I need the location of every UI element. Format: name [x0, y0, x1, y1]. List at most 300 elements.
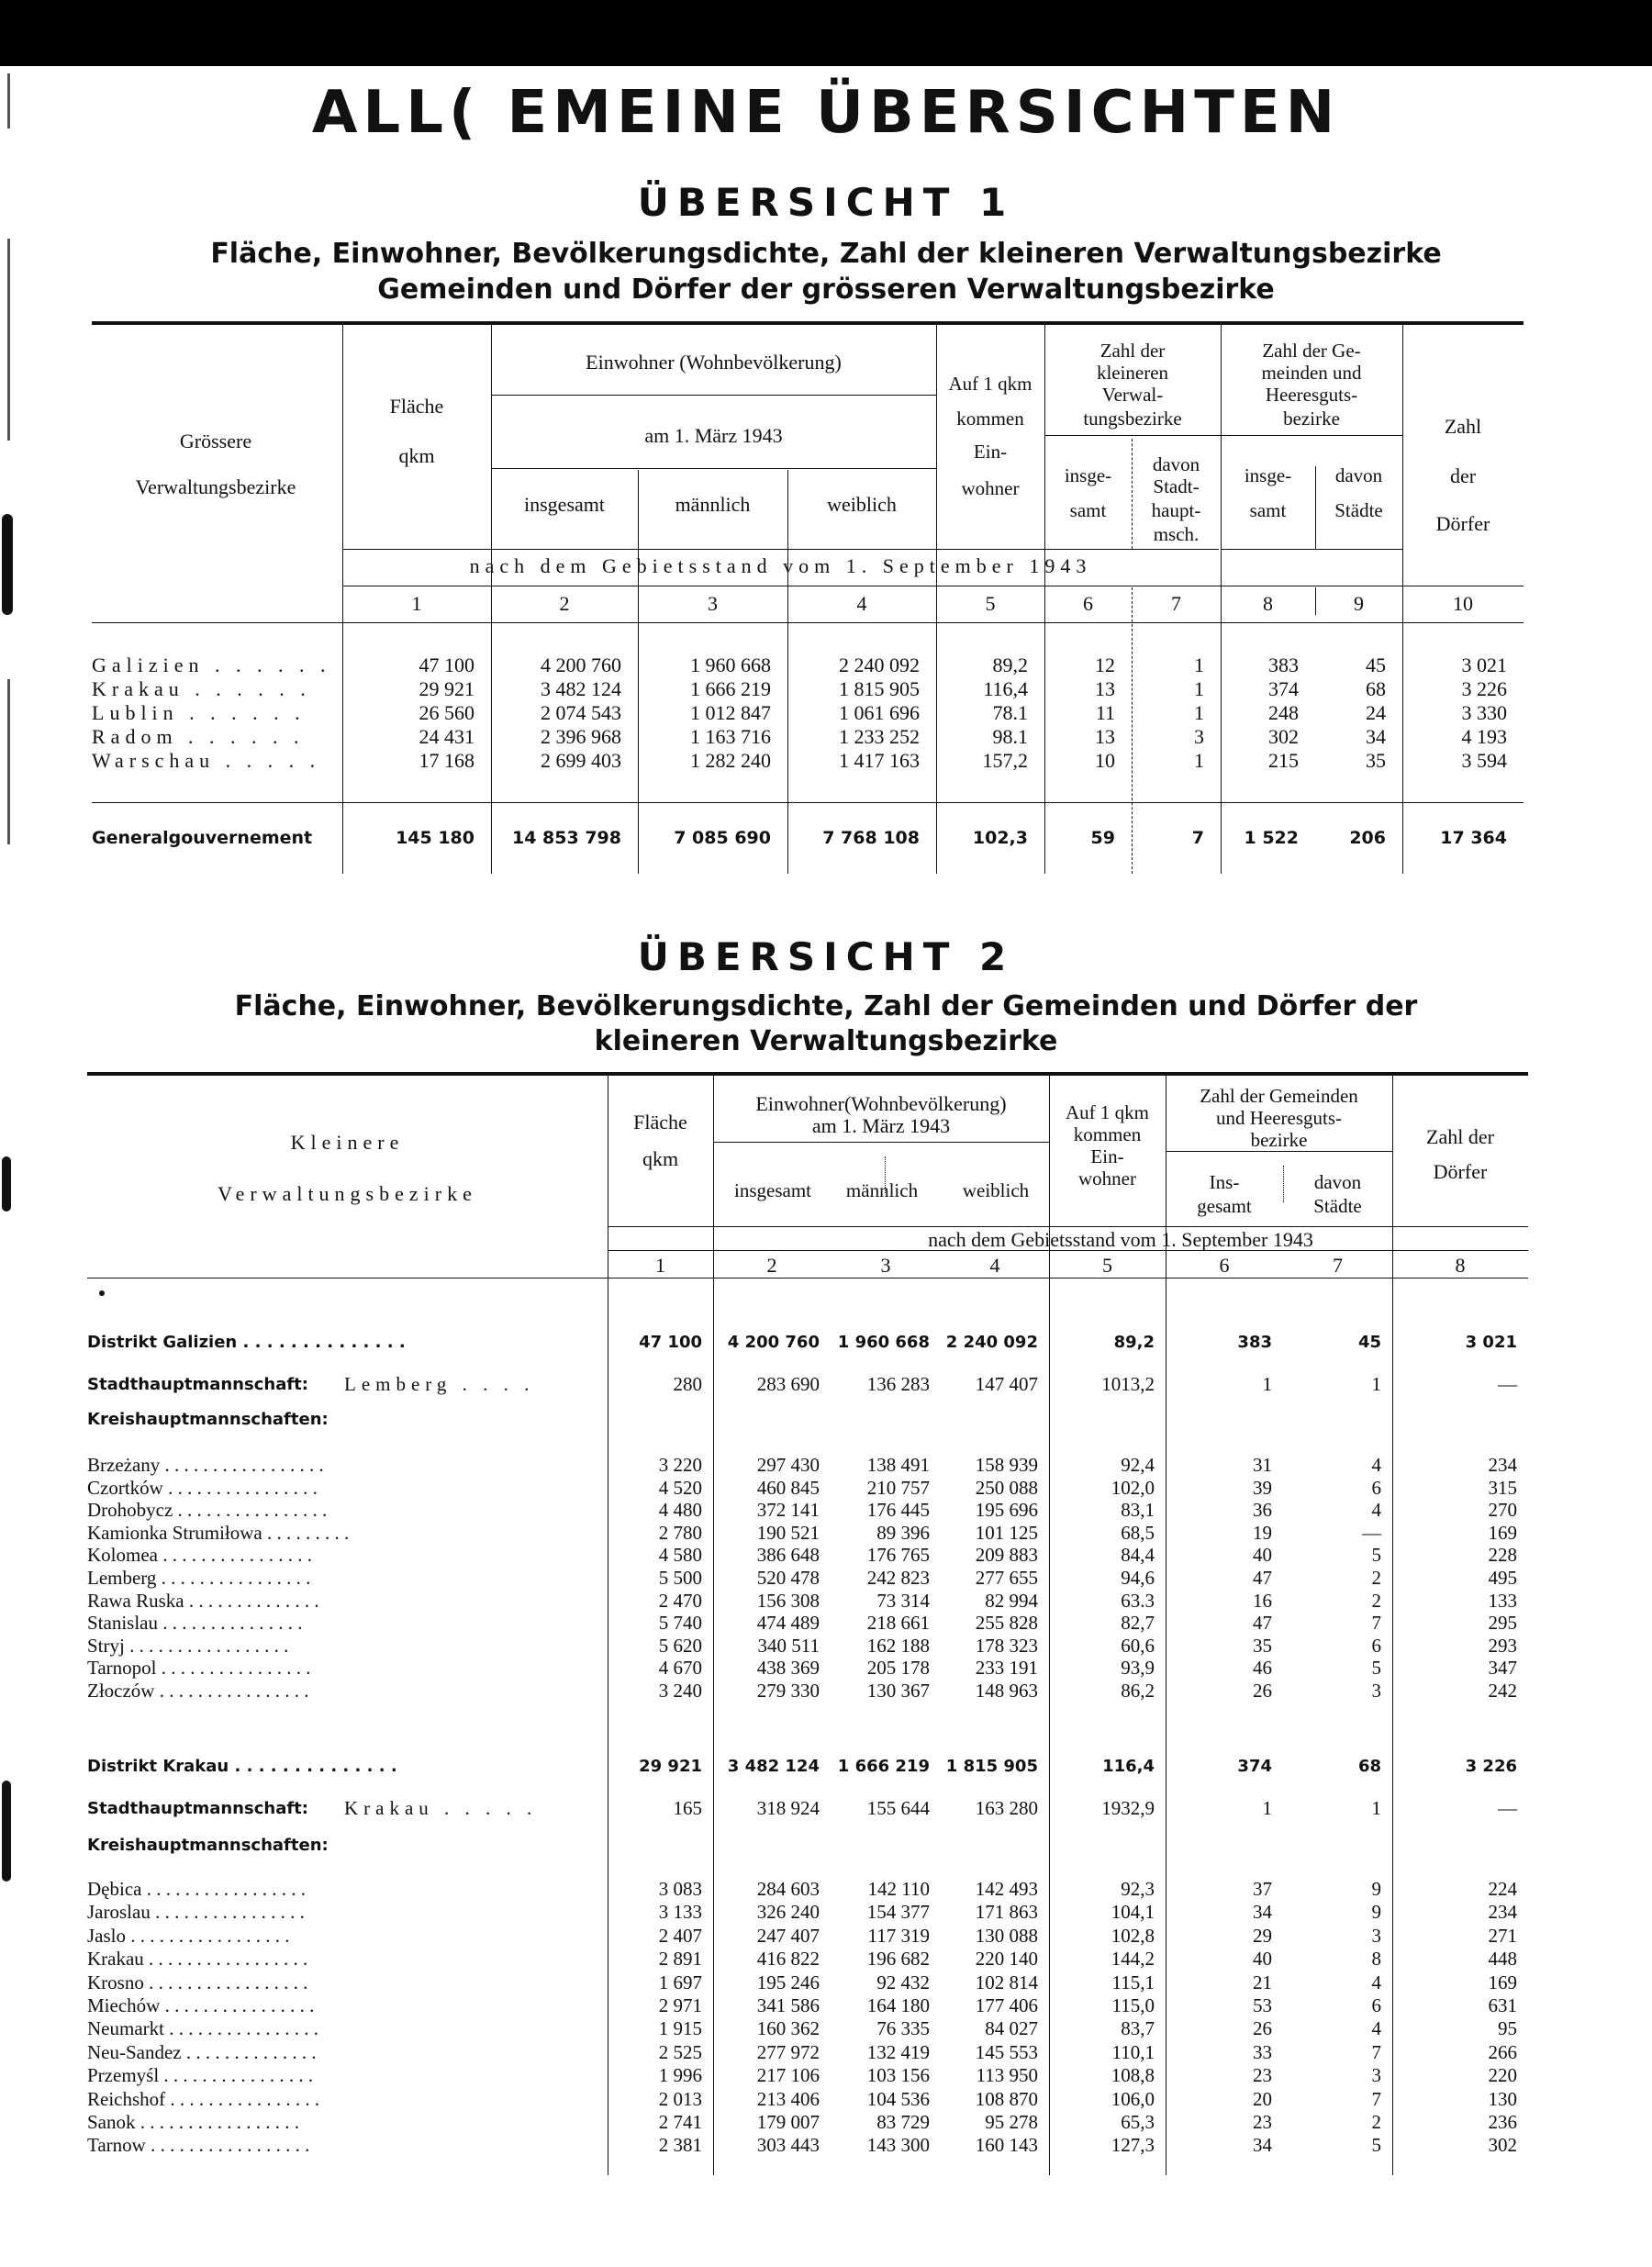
t1-header-staedte: Städte	[1334, 499, 1383, 521]
table-cell: 1 697	[658, 1971, 702, 1993]
scan-margin-mark	[2, 1781, 11, 1882]
table-cell: 60,6	[1121, 1634, 1155, 1657]
table-cell: 2 780	[658, 1521, 702, 1544]
table-cell: 7	[1371, 2040, 1381, 2063]
page-title: ALL( EMEINE ÜBERSICHTEN	[311, 79, 1341, 147]
t1-header-doerfer: Dörfer	[1435, 512, 1490, 535]
t1-header-zahl: Zahl	[1444, 415, 1482, 438]
table-cell: 35	[1253, 1634, 1272, 1657]
table-cell: 2 470	[658, 1589, 702, 1612]
row-label: Stryj . . . . . . . . . . . . . . . . .	[87, 1634, 289, 1657]
column-number: 4	[856, 592, 867, 615]
table-row	[87, 2017, 1528, 2040]
table-cell: 5	[1371, 1657, 1381, 1680]
table-cell: 101 125	[975, 1521, 1038, 1544]
table-cell: 127,3	[1111, 2134, 1155, 2157]
row-label: Rawa Ruska . . . . . . . . . . . . . .	[87, 1589, 319, 1612]
t2-header-doerfer: Dörfer	[1433, 1160, 1488, 1183]
table-row	[92, 749, 1524, 773]
row-label: Dębica . . . . . . . . . . . . . . . . .	[87, 1878, 306, 1900]
table-cell: 158 939	[975, 1454, 1038, 1476]
row-label: Neu-Sandez . . . . . . . . . . . . . .	[87, 2040, 317, 2063]
table-cell: 234	[1488, 1901, 1517, 1924]
table-cell: 78.1	[992, 701, 1028, 724]
t1-header-flaeche: Fläche	[389, 395, 444, 418]
t1-header-davon-2: Stadt-	[1153, 475, 1200, 497]
table-cell: 47 100	[639, 1333, 702, 1352]
table-cell: 1 815 905	[945, 1757, 1038, 1776]
t1-header-davon-1: davon	[1152, 453, 1200, 475]
table-cell: 318 924	[756, 1797, 820, 1819]
table-cell: 145 553	[975, 2040, 1038, 2063]
table-cell: 103 156	[866, 2064, 930, 2087]
table-cell: 102,8	[1111, 1924, 1155, 1947]
table-cell: 9	[1371, 1878, 1381, 1900]
t2-header-flaeche: Fläche	[633, 1111, 687, 1134]
table-cell: 35	[1366, 749, 1386, 772]
t2-header-weiblich: weiblich	[962, 1179, 1030, 1201]
table-cell: 92,3	[1121, 1878, 1155, 1900]
table-row	[87, 2088, 1528, 2111]
table-cell: 3 083	[658, 1878, 702, 1900]
table-cell: 1 282 240	[690, 749, 771, 772]
table-cell: 165	[673, 1797, 702, 1819]
table-cell: 83,7	[1121, 2017, 1155, 2040]
table-cell: 474 489	[756, 1612, 820, 1635]
table-row	[87, 1522, 1528, 1545]
table-cell: 4	[1371, 1454, 1381, 1476]
table-cell: 2	[1371, 1589, 1381, 1612]
table-cell: 341 586	[756, 1994, 820, 2016]
t1-header-verwaltungsbezirke: Verwaltungsbezirke	[135, 475, 296, 498]
table-cell: 295	[1488, 1612, 1517, 1635]
table-cell: 169	[1488, 1521, 1517, 1544]
table2-subtitle-line2: kleineren Verwaltungsbezirke	[594, 1025, 1058, 1057]
stadt-label: Stadthauptmannschaft:	[87, 1375, 308, 1394]
table-cell: 26	[1253, 1680, 1272, 1702]
table-cell: 220 140	[975, 1948, 1038, 1971]
table-row	[87, 2064, 1528, 2087]
table-cell: 19	[1253, 1521, 1272, 1544]
table-cell: 82,7	[1121, 1612, 1155, 1635]
t2-header-staedte: Städte	[1313, 1195, 1362, 1217]
table-cell: 89,2	[992, 653, 1028, 676]
table-cell: 302	[1268, 725, 1299, 748]
table-row	[87, 1477, 1528, 1500]
table-cell: 102 814	[975, 1971, 1038, 1993]
kreishauptmannschaften-label: Kreishauptmannschaften:	[87, 1836, 329, 1855]
t1-header-aufqkm-4: wohner	[961, 477, 1020, 499]
table-cell: 59	[1090, 828, 1115, 848]
table-cell: 145 180	[396, 828, 474, 848]
table-cell: 113 950	[976, 2064, 1038, 2087]
table-cell: 372 141	[756, 1499, 820, 1522]
table-cell: 133	[1488, 1589, 1517, 1612]
table-row	[87, 1544, 1528, 1567]
table-cell: 47 100	[419, 653, 474, 676]
table-cell: 83,1	[1121, 1499, 1155, 1522]
row-label: Tarnopol . . . . . . . . . . . . . . . .	[87, 1657, 311, 1680]
table-cell: 190 521	[756, 1521, 820, 1544]
table-cell: 1	[1194, 749, 1204, 772]
table-cell: 138 491	[866, 1454, 930, 1476]
column-number: 8	[1263, 592, 1273, 615]
t1-header-aufqkm-1: Auf 1 qkm	[948, 373, 1032, 395]
table-cell: 26 560	[419, 701, 474, 724]
table-cell: 5 500	[658, 1567, 702, 1589]
table-cell: 280	[673, 1373, 702, 1395]
column-number: 2	[766, 1254, 777, 1277]
table-cell: 34	[1253, 2134, 1272, 2157]
table-cell: 3	[1371, 2064, 1381, 2087]
column-number: 7	[1333, 1254, 1343, 1277]
table-cell: 6	[1371, 1994, 1381, 2016]
table-cell: 1	[1262, 1797, 1272, 1819]
table-cell: 115,0	[1111, 1994, 1155, 2016]
table-cell: 438 369	[756, 1657, 820, 1680]
t1-header-zahl-kleineren-2: kleineren	[1096, 362, 1169, 384]
column-number: 2	[559, 592, 570, 615]
table-cell: 224	[1488, 1878, 1517, 1900]
t2-header-kleinere: Kleinere	[290, 1131, 405, 1154]
table-cell: 416 822	[756, 1948, 820, 1971]
table-cell: 29 921	[639, 1757, 702, 1776]
table-cell: 4	[1371, 1499, 1381, 1522]
table-cell: 2 240 092	[945, 1333, 1038, 1352]
table-cell: 169	[1488, 1971, 1517, 1993]
table-cell: 520 478	[756, 1567, 820, 1589]
table-cell: 5	[1371, 1544, 1381, 1567]
table-cell: 218 661	[866, 1612, 930, 1635]
t2-header-zahl-der: Zahl der	[1426, 1125, 1494, 1148]
table-cell: 33	[1253, 2040, 1272, 2063]
t1-header-grossere: Grössere	[179, 430, 252, 452]
row-label: Brzeżany . . . . . . . . . . . . . . . . .	[87, 1454, 324, 1476]
table-cell: 68	[1366, 677, 1386, 700]
district-row	[87, 1331, 1528, 1354]
table-cell: 3	[1371, 1680, 1381, 1702]
column-number: 5	[1102, 1254, 1112, 1277]
table-cell: 164 180	[866, 1994, 930, 2016]
table-cell: 3 240	[658, 1680, 702, 1702]
table-cell: 82 994	[985, 1589, 1038, 1612]
row-label: Czortków . . . . . . . . . . . . . . . .	[87, 1476, 318, 1499]
column-number: 1	[655, 1254, 665, 1277]
table-row	[92, 725, 1524, 749]
table-cell: 631	[1488, 1994, 1517, 2016]
table-cell: 179 007	[756, 2111, 820, 2133]
t2-gebietsstand: nach dem Gebietsstand vom 1. September 1943	[928, 1228, 1313, 1251]
t2-header-verwaltungsbezirke: Verwaltungsbezirke	[218, 1182, 477, 1205]
table-cell: 347	[1488, 1657, 1517, 1680]
table-cell: 3 021	[1461, 653, 1507, 676]
table-cell: 116,4	[1102, 1757, 1155, 1776]
t1-header-samt-b: samt	[1249, 499, 1287, 521]
table-cell: 2 240 092	[839, 653, 920, 676]
row-label: Tarnow . . . . . . . . . . . . . . . . .	[87, 2134, 310, 2157]
table-cell: 1	[1371, 1797, 1381, 1819]
table-row	[87, 1878, 1528, 1901]
t1-header-der: der	[1449, 464, 1477, 487]
table-cell: 130 367	[866, 1680, 930, 1702]
t1-header-insge-b: insge-	[1244, 464, 1292, 486]
table-cell: 102,3	[972, 828, 1028, 848]
table-cell: 1932,9	[1101, 1797, 1155, 1819]
table-cell: 195 696	[975, 1499, 1038, 1522]
table-cell: 178 323	[975, 1634, 1038, 1657]
table-cell: 234	[1488, 1454, 1517, 1476]
column-number: 6	[1219, 1254, 1230, 1277]
table-cell: 24 431	[419, 725, 474, 748]
table-cell: 104,1	[1111, 1901, 1155, 1924]
table-cell: 86,2	[1121, 1680, 1155, 1702]
row-label: Kolomea . . . . . . . . . . . . . . . .	[87, 1544, 312, 1567]
table2-title: ÜBERSICHT 2	[637, 934, 1015, 979]
table-cell: 228	[1488, 1544, 1517, 1567]
table-cell: 110,1	[1111, 2040, 1155, 2063]
table-row-total	[92, 826, 1524, 850]
table-cell: 29 921	[419, 677, 474, 700]
table-cell: 195 246	[756, 1971, 820, 1993]
table-cell: 374	[1268, 677, 1299, 700]
row-label: Krakau . . . . . . . . . . . . . . . . .	[87, 1948, 308, 1971]
table-cell: 1	[1194, 677, 1204, 700]
table-cell: 1 417 163	[839, 749, 920, 772]
t1-header-maennlich: männlich	[675, 493, 751, 516]
table-cell: 89 396	[876, 1521, 930, 1544]
table-cell: 47	[1253, 1567, 1272, 1589]
table-cell: 2 407	[658, 1924, 702, 1947]
table-cell: 117 319	[867, 1924, 930, 1947]
table-cell: 10	[1095, 749, 1115, 772]
table-cell: 2 074 543	[541, 701, 621, 724]
t1-header-aufqkm-3: Ein-	[973, 441, 1008, 463]
table-cell: 13	[1095, 677, 1115, 700]
table-cell: 271	[1488, 1924, 1517, 1947]
table-row	[87, 1499, 1528, 1522]
table-cell: 84 027	[985, 2017, 1038, 2040]
table-cell: 1 666 219	[837, 1757, 930, 1776]
t2-header-zahl-gemeinden-1: Zahl der Gemeinden	[1200, 1085, 1358, 1107]
table-cell: 2 381	[658, 2134, 702, 2157]
table-cell: 14 853 798	[512, 828, 621, 848]
t2-header-gesamt: gesamt	[1197, 1195, 1252, 1217]
t2-header-aufqkm-1: Auf 1 qkm	[1066, 1101, 1149, 1123]
t1-header-aufqkm-2: kommen	[956, 408, 1024, 430]
table-cell: 277 655	[975, 1567, 1038, 1589]
table-cell: 1 815 905	[839, 677, 920, 700]
district-row	[87, 1755, 1528, 1778]
table-cell: 209 883	[975, 1544, 1038, 1567]
row-label: Radom . . . . . .	[92, 725, 305, 748]
table-cell: 84,4	[1121, 1544, 1155, 1567]
table-cell: 383	[1268, 653, 1299, 676]
column-number: 10	[1453, 592, 1473, 615]
table-cell: 1 960 668	[690, 653, 771, 676]
table-cell: 196 682	[866, 1948, 930, 1971]
table-cell: 1 915	[658, 2017, 702, 2040]
table-cell: 39	[1253, 1476, 1272, 1499]
table-row	[87, 1454, 1528, 1477]
t2-header-maerz: am 1. März 1943	[811, 1114, 951, 1137]
table-cell: 247 407	[756, 1924, 820, 1947]
table-cell: 340 511	[757, 1634, 820, 1657]
table-cell: 315	[1488, 1476, 1517, 1499]
table-cell: 3 594	[1461, 749, 1507, 772]
table-cell: 142 493	[975, 1878, 1038, 1900]
row-label: Jaslo . . . . . . . . . . . . . . . . .	[87, 1924, 290, 1947]
table-cell: 1	[1371, 1373, 1381, 1395]
table-cell: 3 021	[1465, 1333, 1517, 1352]
table-cell: 45	[1357, 1333, 1381, 1352]
table-cell: 242	[1488, 1680, 1517, 1702]
t1-header-zahl-gemeinden-3: Heeresguts-	[1265, 384, 1358, 406]
t2-header-qkm: qkm	[642, 1147, 679, 1170]
table2-subtitle-line1: Fläche, Einwohner, Bevölkerungsdichte, Zahl der Gemeinden und Dörfer der	[234, 990, 1418, 1022]
table-cell: 144,2	[1111, 1948, 1155, 1971]
table-cell: 3	[1371, 1924, 1381, 1947]
table-cell: 448	[1488, 1948, 1517, 1971]
row-label: Drohobycz . . . . . . . . . . . . . . . .	[87, 1499, 328, 1522]
row-label: Złoczów . . . . . . . . . . . . . . . .	[87, 1680, 309, 1702]
t1-header-zahl-kleineren-4: tungsbezirke	[1083, 408, 1182, 430]
table-cell: 26	[1253, 2017, 1272, 2040]
table-cell: 215	[1268, 749, 1299, 772]
scan-margin-speck	[7, 679, 10, 844]
table-cell: 12	[1095, 653, 1115, 676]
column-number: 7	[1171, 592, 1181, 615]
table-cell: 6	[1371, 1634, 1381, 1657]
column-number: 3	[708, 592, 718, 615]
table-cell: 40	[1253, 1948, 1272, 1971]
table-cell: 36	[1253, 1499, 1272, 1522]
table-row	[87, 1901, 1528, 1924]
column-number: 3	[880, 1254, 891, 1277]
table-cell: 3 220	[658, 1454, 702, 1476]
table-cell: —	[1362, 1521, 1381, 1544]
t1-header-davon-3: haupt-	[1151, 499, 1201, 521]
table-cell: 6	[1371, 1476, 1381, 1499]
table-cell: 205 178	[866, 1657, 930, 1680]
table-cell: 162 188	[866, 1634, 930, 1657]
table-cell: 5	[1371, 2134, 1381, 2157]
table-cell: 250 088	[975, 1476, 1038, 1499]
table-cell: 5 620	[658, 1634, 702, 1657]
table-cell: 160 362	[756, 2017, 820, 2040]
t1-header-davon-4: msch.	[1153, 523, 1200, 545]
table-cell: 147 407	[975, 1373, 1038, 1395]
t1-header-zahl-gemeinden-2: meinden und	[1261, 362, 1362, 384]
table-row	[87, 1635, 1528, 1658]
table-row	[87, 1948, 1528, 1971]
row-label: Stanislau . . . . . . . . . . . . . . .	[87, 1612, 303, 1635]
row-label: Galizien . . . . . .	[92, 653, 331, 676]
t1-header-zahl-gemeinden-4: bezirke	[1283, 408, 1340, 430]
row-label: Krosno . . . . . . . . . . . . . . . . .	[87, 1971, 308, 1993]
table-cell: 284 603	[756, 1878, 820, 1900]
t1-header-zahl-gemeinden-1: Zahl der Ge-	[1262, 340, 1361, 362]
table-cell: 2 525	[658, 2040, 702, 2063]
table-cell: 2 971	[658, 1994, 702, 2016]
table-cell: 46	[1253, 1657, 1272, 1680]
table-cell: 93,9	[1121, 1657, 1155, 1680]
table-cell: 4	[1371, 2017, 1381, 2040]
table-cell: 303 443	[756, 2134, 820, 2157]
table-cell: 155 644	[866, 1797, 930, 1819]
t1-header-einwohner: Einwohner (Wohnbevölkerung)	[586, 351, 842, 374]
table-cell: 130	[1488, 2087, 1517, 2110]
table-cell: 7	[1371, 1612, 1381, 1635]
table-cell: 2 891	[658, 1948, 702, 1971]
table-cell: 65,3	[1121, 2111, 1155, 2133]
table-cell: 34	[1366, 725, 1386, 748]
table-row	[87, 1612, 1528, 1635]
table-cell: 220	[1488, 2064, 1517, 2087]
table-cell: 213 406	[756, 2087, 820, 2110]
table-cell: 236	[1488, 2111, 1517, 2133]
table-row	[92, 677, 1524, 701]
table-cell: 3 133	[658, 1901, 702, 1924]
table-cell: 160 143	[975, 2134, 1038, 2157]
table-cell: 9	[1371, 1901, 1381, 1924]
table-cell: 17 168	[419, 749, 474, 772]
table-cell: 1013,2	[1101, 1373, 1155, 1395]
row-label: Warschau . . . . .	[92, 749, 321, 772]
table-cell: 106,0	[1111, 2087, 1155, 2110]
table-cell: 8	[1371, 1948, 1381, 1971]
column-number: 8	[1455, 1254, 1466, 1277]
table-cell: 40	[1253, 1544, 1272, 1567]
t1-header-samt: samt	[1069, 499, 1107, 521]
table-cell: 3	[1194, 725, 1204, 748]
table-cell: 4 520	[658, 1476, 702, 1499]
table-cell: 2 396 968	[541, 725, 621, 748]
table-row	[92, 701, 1524, 725]
table-cell: 98.1	[992, 725, 1028, 748]
table-cell: 206	[1349, 828, 1386, 848]
table-cell: 217 106	[756, 2064, 820, 2087]
t1-header-maerz: am 1. März 1943	[644, 424, 783, 447]
table-cell: 266	[1488, 2040, 1517, 2063]
table-cell: 3 226	[1461, 677, 1507, 700]
table-cell: 20	[1253, 2087, 1272, 2110]
table-cell: 1 061 696	[839, 701, 920, 724]
table-cell: 11	[1095, 701, 1115, 724]
row-label: Jaroslau . . . . . . . . . . . . . . . .	[87, 1901, 305, 1924]
kreishauptmannschaften-label: Kreishauptmannschaften:	[87, 1410, 329, 1429]
table-cell: 102,0	[1111, 1476, 1155, 1499]
table-cell: 4 193	[1461, 725, 1507, 748]
table-cell: 283 690	[756, 1373, 820, 1395]
table1-subtitle-line1: Fläche, Einwohner, Bevölkerungsdichte, Zahl der kleineren Verwaltungsbezirke	[210, 238, 1442, 270]
table-cell: 7	[1371, 2087, 1381, 2110]
table-cell: 1 233 252	[839, 725, 920, 748]
table-cell: 143 300	[866, 2134, 930, 2157]
t1-header-davon-b: davon	[1334, 464, 1383, 486]
t2-header-ins: Ins-	[1209, 1171, 1240, 1193]
table-cell: 29	[1253, 1924, 1272, 1947]
table-cell: 386 648	[756, 1544, 820, 1567]
table-cell: 23	[1253, 2064, 1272, 2087]
t1-header-weiblich: weiblich	[827, 493, 897, 516]
table-cell: 270	[1488, 1499, 1517, 1522]
table-cell: 2 013	[658, 2087, 702, 2110]
table-cell: 1 522	[1244, 828, 1299, 848]
table-cell: 115,1	[1111, 1971, 1155, 1993]
table-cell: 2 699 403	[541, 749, 621, 772]
table-cell: 176 445	[866, 1499, 930, 1522]
table-cell: 3 226	[1465, 1757, 1517, 1776]
